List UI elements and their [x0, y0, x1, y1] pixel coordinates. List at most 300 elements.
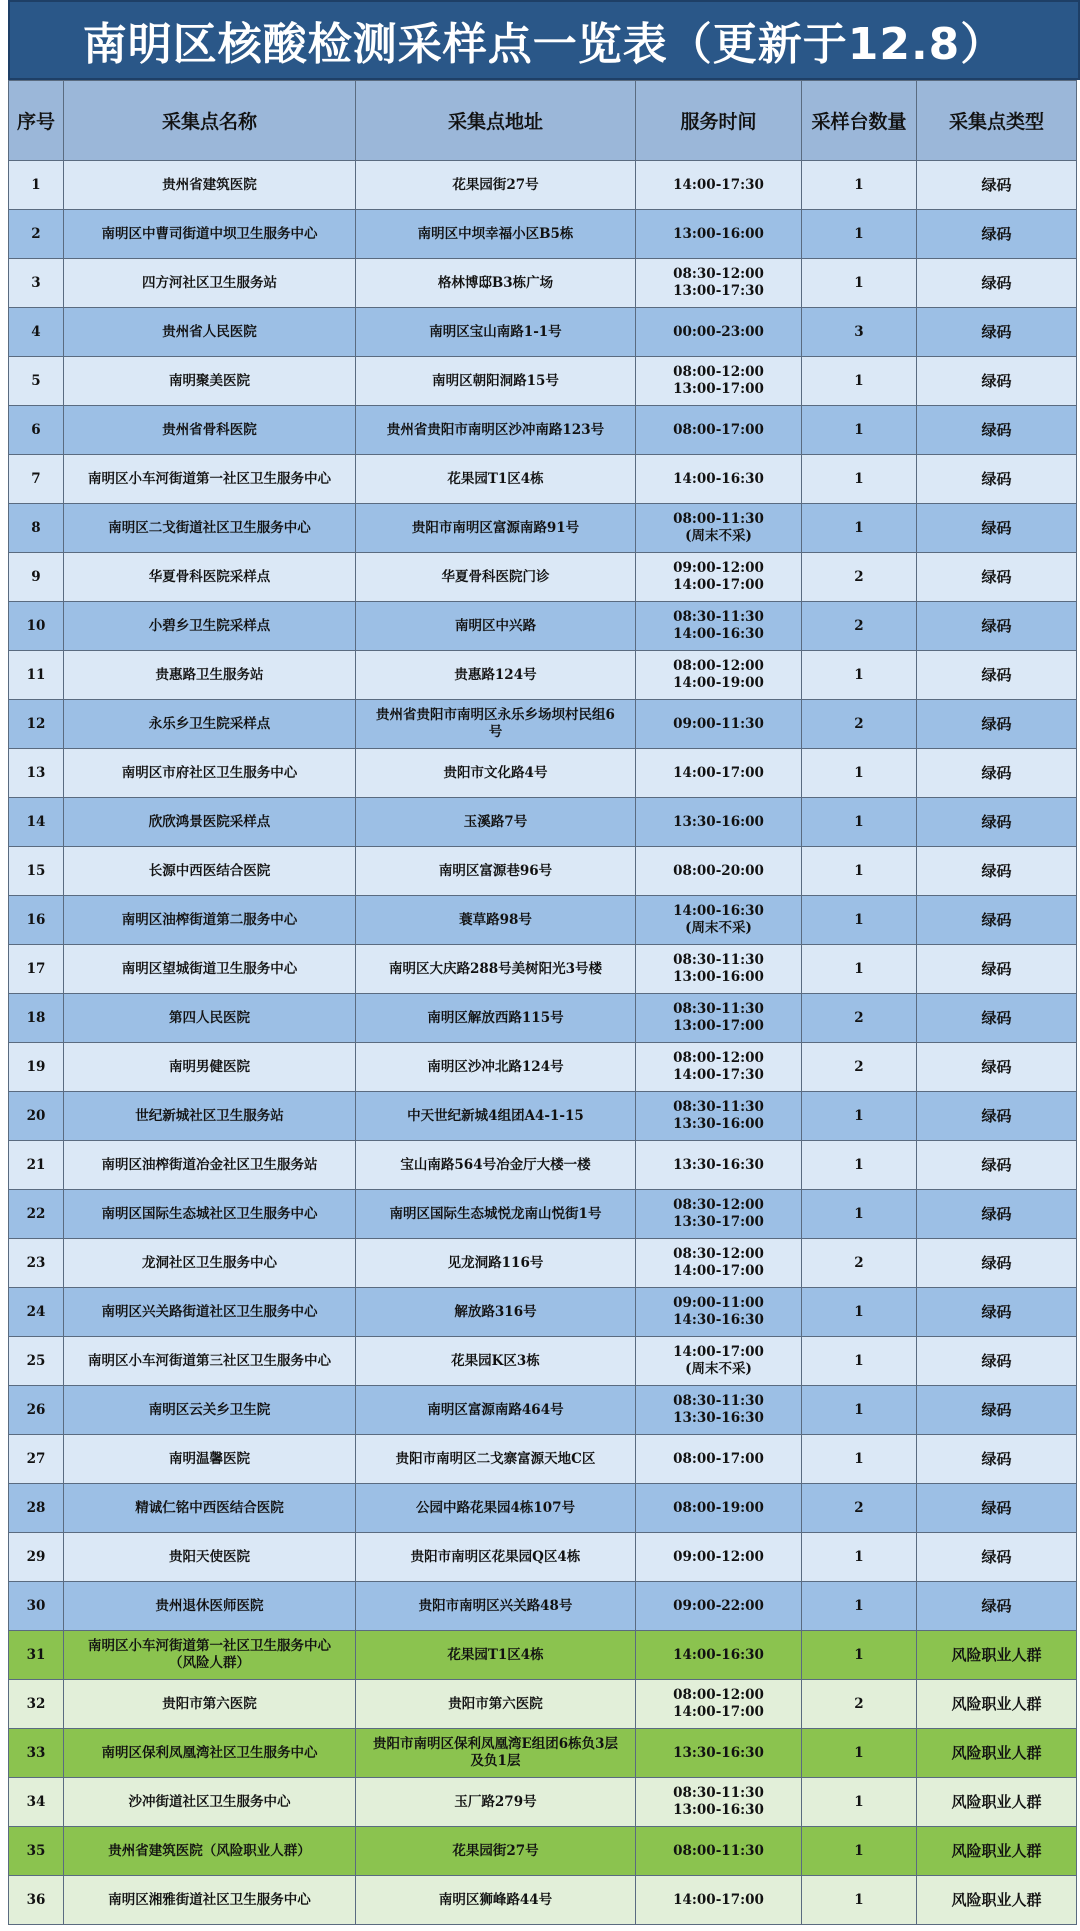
site-address-cell — [356, 847, 636, 896]
service-time-cell — [636, 406, 802, 455]
address-line: 南明区国际生态城悦龙南山悦街1号 — [389, 1205, 602, 1222]
site-name-cell — [64, 700, 356, 749]
table-row — [9, 308, 1077, 357]
service-time-cell — [636, 210, 802, 259]
service-time-cell — [636, 1680, 802, 1729]
row-number-cell: 22 — [9, 1190, 64, 1239]
row-number-cell: 36 — [9, 1876, 64, 1925]
station-count-cell: 1 — [802, 1092, 917, 1141]
row-number-cell: 7 — [9, 455, 64, 504]
station-count-cell: 1 — [802, 1190, 917, 1239]
site-type-cell: 绿码 — [917, 1484, 1077, 1533]
name-line: 南明区油榨街道第二服务中心 — [121, 911, 298, 928]
table-row — [9, 161, 1077, 210]
table-row — [9, 602, 1077, 651]
service-time-cell — [636, 504, 802, 553]
time-line: 14:00-17:30 — [673, 176, 764, 193]
site-type-cell: 风险职业人群 — [917, 1631, 1077, 1680]
service-time-cell — [636, 1533, 802, 1582]
site-type-cell: 绿码 — [917, 1141, 1077, 1190]
time-line: 08:00-17:00 — [673, 421, 764, 438]
site-address-cell — [356, 651, 636, 700]
name-line: 南明区保利凤凰湾社区卫生服务中心 — [101, 1744, 318, 1761]
site-type-cell: 绿码 — [917, 994, 1077, 1043]
row-number-cell: 30 — [9, 1582, 64, 1631]
site-name-cell — [64, 259, 356, 308]
address-line: 宝山南路564号冶金厅大楼一楼 — [400, 1156, 591, 1173]
table-row — [9, 700, 1077, 749]
site-address-cell — [356, 1141, 636, 1190]
table-row — [9, 798, 1077, 847]
station-count-cell: 1 — [802, 1288, 917, 1337]
site-name-cell — [64, 308, 356, 357]
site-address-cell — [356, 1876, 636, 1925]
table-row — [9, 357, 1077, 406]
site-name-cell — [64, 1533, 356, 1582]
address-line: 号 — [488, 724, 503, 740]
name-line: 贵州省建筑医院 — [162, 176, 257, 193]
time-line: 08:00-20:00 — [673, 862, 764, 879]
name-line: 长源中西医结合医院 — [148, 862, 271, 879]
time-line: 13:30-16:30 — [673, 1410, 764, 1426]
name-line: 南明区国际生态城社区卫生服务中心 — [101, 1205, 318, 1222]
time-line: 08:30-12:00 — [673, 266, 764, 282]
service-time-cell — [636, 994, 802, 1043]
table-row — [9, 896, 1077, 945]
name-line: 小碧乡卫生院采样点 — [148, 617, 271, 634]
site-type-cell: 绿码 — [917, 259, 1077, 308]
station-count-cell: 1 — [802, 1778, 917, 1827]
site-type-cell: 绿码 — [917, 406, 1077, 455]
site-name-cell — [64, 896, 356, 945]
table-row — [9, 1190, 1077, 1239]
address-line: 南明区富源巷96号 — [438, 862, 553, 879]
site-name-cell — [64, 210, 356, 259]
time-line: 14:00-17:00 — [673, 1344, 764, 1360]
row-number-cell: 6 — [9, 406, 64, 455]
row-number-cell: 16 — [9, 896, 64, 945]
address-line: 南明区宝山南路1-1号 — [429, 323, 562, 340]
time-line: 08:00-11:30 — [673, 1842, 764, 1859]
name-line: 欣欣鸿景医院采样点 — [148, 813, 271, 830]
site-name-cell — [64, 1092, 356, 1141]
row-number-cell: 33 — [9, 1729, 64, 1778]
site-name-cell — [64, 1582, 356, 1631]
site-type-cell: 绿码 — [917, 1092, 1077, 1141]
time-line: 00:00-23:00 — [673, 323, 764, 340]
station-count-cell: 1 — [802, 210, 917, 259]
time-line: 09:00-12:00 — [673, 1548, 764, 1565]
site-type-cell: 绿码 — [917, 1582, 1077, 1631]
service-time-cell — [636, 749, 802, 798]
site-name-cell — [64, 161, 356, 210]
site-type-cell: 风险职业人群 — [917, 1876, 1077, 1925]
name-line: 龙洞社区卫生服务中心 — [142, 1254, 277, 1271]
sampling-site-table — [8, 80, 1077, 1925]
page-title: 南明区核酸检测采样点一览表（更新于12.8） — [8, 0, 1080, 80]
time-line: 08:30-11:30 — [673, 1099, 764, 1115]
site-type-cell: 绿码 — [917, 602, 1077, 651]
site-address-cell — [356, 1484, 636, 1533]
name-line: 南明聚美医院 — [169, 372, 250, 389]
address-line: 贵阳市南明区花果园Q区4栋 — [410, 1548, 581, 1565]
station-count-cell: 2 — [802, 700, 917, 749]
time-line: 08:00-17:00 — [673, 1450, 764, 1467]
column-header-no: 序号 — [9, 81, 64, 161]
site-type-cell: 绿码 — [917, 700, 1077, 749]
name-line: 精诚仁铭中西医结合医院 — [135, 1499, 284, 1516]
station-count-cell: 1 — [802, 406, 917, 455]
site-address-cell — [356, 504, 636, 553]
address-line: 格林博邸B3栋广场 — [437, 274, 554, 291]
address-line: 花果园T1区4栋 — [447, 1646, 544, 1663]
site-type-cell: 绿码 — [917, 1337, 1077, 1386]
site-address-cell — [356, 798, 636, 847]
time-line: (周末不采) — [685, 528, 752, 544]
name-line: 南明区中曹司街道中坝卫生服务中心 — [101, 225, 318, 242]
time-line: 09:00-11:30 — [673, 715, 764, 732]
address-line: 解放路316号 — [454, 1303, 537, 1320]
site-type-cell: 绿码 — [917, 1386, 1077, 1435]
name-line: 贵州省建筑医院（风险职业人群） — [108, 1842, 311, 1859]
service-time-cell — [636, 455, 802, 504]
time-line: 13:30-16:30 — [673, 1744, 764, 1761]
service-time-cell — [636, 1043, 802, 1092]
site-address-cell — [356, 700, 636, 749]
site-name-cell — [64, 651, 356, 700]
service-time-cell — [636, 896, 802, 945]
row-number-cell: 4 — [9, 308, 64, 357]
time-line: 08:30-11:30 — [673, 1785, 764, 1801]
time-line: 08:00-12:00 — [673, 658, 764, 674]
row-number-cell: 24 — [9, 1288, 64, 1337]
address-line: 贵阳市第六医院 — [448, 1695, 543, 1712]
site-address-cell — [356, 749, 636, 798]
time-line: 13:00-16:30 — [673, 1802, 764, 1818]
address-line: 花果园街27号 — [452, 176, 539, 193]
site-address-cell — [356, 994, 636, 1043]
station-count-cell: 1 — [802, 259, 917, 308]
time-line: 14:00-17:00 — [673, 1891, 764, 1908]
site-name-cell — [64, 1680, 356, 1729]
column-header-type: 采集点类型 — [917, 81, 1077, 161]
address-line: 花果园K区3栋 — [451, 1352, 540, 1369]
address-line: 玉溪路7号 — [463, 813, 528, 830]
time-line: 14:00-17:00 — [673, 1704, 764, 1720]
table-row — [9, 1876, 1077, 1925]
name-line: 南明区油榨街道冶金社区卫生服务站 — [101, 1156, 318, 1173]
station-count-cell: 1 — [802, 651, 917, 700]
time-line: 14:00-16:30 — [673, 1646, 764, 1663]
table-row — [9, 1141, 1077, 1190]
site-name-cell — [64, 1729, 356, 1778]
name-line: 南明男健医院 — [169, 1058, 250, 1075]
table-row — [9, 1043, 1077, 1092]
station-count-cell: 1 — [802, 1827, 917, 1876]
address-line: 贵阳市南明区富源南路91号 — [411, 519, 580, 536]
site-type-cell: 绿码 — [917, 1239, 1077, 1288]
address-line: 公园中路花果园4栋107号 — [415, 1499, 576, 1516]
row-number-cell: 27 — [9, 1435, 64, 1484]
time-line: 13:00-17:30 — [673, 283, 764, 299]
station-count-cell: 1 — [802, 504, 917, 553]
table-row — [9, 1680, 1077, 1729]
table-row — [9, 749, 1077, 798]
site-type-cell: 绿码 — [917, 798, 1077, 847]
site-type-cell: 绿码 — [917, 357, 1077, 406]
service-time-cell — [636, 553, 802, 602]
time-line: 14:00-19:00 — [673, 675, 764, 691]
table-row — [9, 1435, 1077, 1484]
station-count-cell: 2 — [802, 1484, 917, 1533]
site-address-cell — [356, 1386, 636, 1435]
service-time-cell — [636, 1876, 802, 1925]
site-name-cell — [64, 1484, 356, 1533]
row-number-cell: 2 — [9, 210, 64, 259]
time-line: 13:30-16:00 — [673, 813, 764, 830]
site-name-cell — [64, 945, 356, 994]
address-line: 南明区中坝幸福小区B5栋 — [417, 225, 574, 242]
site-name-cell — [64, 1141, 356, 1190]
site-address-cell — [356, 602, 636, 651]
row-number-cell: 29 — [9, 1533, 64, 1582]
station-count-cell: 1 — [802, 896, 917, 945]
site-name-cell — [64, 1386, 356, 1435]
station-count-cell: 1 — [802, 1141, 917, 1190]
name-line: 南明区小车河街道第三社区卫生服务中心 — [88, 1352, 331, 1369]
site-address-cell — [356, 455, 636, 504]
time-line: 09:00-22:00 — [673, 1597, 764, 1614]
time-line: 14:00-16:30 — [673, 470, 764, 487]
time-line: 08:30-11:30 — [673, 952, 764, 968]
name-line: 贵阳市第六医院 — [162, 1695, 257, 1712]
row-number-cell: 35 — [9, 1827, 64, 1876]
site-address-cell — [356, 1190, 636, 1239]
service-time-cell — [636, 259, 802, 308]
row-number-cell: 34 — [9, 1778, 64, 1827]
address-line: 南明区富源南路464号 — [427, 1401, 564, 1418]
name-line: 南明温馨医院 — [169, 1450, 250, 1467]
table-body — [9, 161, 1077, 1925]
site-type-cell: 绿码 — [917, 1533, 1077, 1582]
site-type-cell: 绿码 — [917, 749, 1077, 798]
station-count-cell: 2 — [802, 994, 917, 1043]
table-row — [9, 1337, 1077, 1386]
name-line: 贵惠路卫生服务站 — [155, 666, 264, 683]
address-line: 南明区狮峰路44号 — [438, 1891, 553, 1908]
address-line: 贵阳市文化路4号 — [443, 764, 548, 781]
time-line: 08:00-12:00 — [673, 364, 764, 380]
time-line: 08:30-12:00 — [673, 1246, 764, 1262]
service-time-cell — [636, 1288, 802, 1337]
site-name-cell — [64, 749, 356, 798]
time-line: 14:00-17:30 — [673, 1067, 764, 1083]
site-name-cell — [64, 602, 356, 651]
time-line: 13:00-17:00 — [673, 1018, 764, 1034]
row-number-cell: 5 — [9, 357, 64, 406]
address-line: 贵州省贵阳市南明区沙冲南路123号 — [386, 421, 605, 438]
row-number-cell: 15 — [9, 847, 64, 896]
row-number-cell: 11 — [9, 651, 64, 700]
time-line: 08:00-12:00 — [673, 1687, 764, 1703]
site-name-cell — [64, 1827, 356, 1876]
site-type-cell: 风险职业人群 — [917, 1827, 1077, 1876]
row-number-cell: 26 — [9, 1386, 64, 1435]
column-header-name: 采集点名称 — [64, 81, 356, 161]
row-number-cell: 32 — [9, 1680, 64, 1729]
time-line: 08:00-19:00 — [673, 1499, 764, 1516]
station-count-cell: 3 — [802, 308, 917, 357]
name-line: 南明区湘雅街道社区卫生服务中心 — [108, 1891, 311, 1908]
station-count-cell: 2 — [802, 1680, 917, 1729]
service-time-cell — [636, 798, 802, 847]
site-name-cell — [64, 1239, 356, 1288]
address-line: 见龙洞路116号 — [447, 1254, 544, 1271]
site-name-cell — [64, 357, 356, 406]
site-name-cell — [64, 1190, 356, 1239]
table-header-row — [9, 81, 1077, 161]
service-time-cell — [636, 357, 802, 406]
time-line: 13:30-17:00 — [673, 1214, 764, 1230]
service-time-cell — [636, 1484, 802, 1533]
site-type-cell: 风险职业人群 — [917, 1729, 1077, 1778]
time-line: 08:00-12:00 — [673, 1050, 764, 1066]
site-type-cell: 绿码 — [917, 651, 1077, 700]
site-address-cell — [356, 553, 636, 602]
site-address-cell — [356, 1092, 636, 1141]
name-line: 华夏骨科医院采样点 — [148, 568, 271, 585]
table-row — [9, 259, 1077, 308]
service-time-cell — [636, 1729, 802, 1778]
table-row — [9, 1533, 1077, 1582]
site-address-cell — [356, 1778, 636, 1827]
service-time-cell — [636, 1435, 802, 1484]
table-row — [9, 1484, 1077, 1533]
row-number-cell: 20 — [9, 1092, 64, 1141]
row-number-cell: 9 — [9, 553, 64, 602]
site-name-cell — [64, 1778, 356, 1827]
service-time-cell — [636, 847, 802, 896]
time-line: 08:00-11:30 — [673, 511, 764, 527]
time-line: 13:00-16:00 — [673, 225, 764, 242]
site-name-cell — [64, 553, 356, 602]
row-number-cell: 25 — [9, 1337, 64, 1386]
site-name-cell — [64, 1876, 356, 1925]
table-row — [9, 1582, 1077, 1631]
site-type-cell: 绿码 — [917, 1435, 1077, 1484]
address-line: 蓑草路98号 — [459, 911, 532, 928]
site-type-cell: 绿码 — [917, 161, 1077, 210]
table-row — [9, 994, 1077, 1043]
table-row — [9, 651, 1077, 700]
site-type-cell: 绿码 — [917, 308, 1077, 357]
address-line: 玉厂路279号 — [454, 1793, 537, 1810]
service-time-cell — [636, 700, 802, 749]
site-name-cell — [64, 798, 356, 847]
service-time-cell — [636, 1778, 802, 1827]
service-time-cell — [636, 1337, 802, 1386]
table-row — [9, 1729, 1077, 1778]
name-line: 南明区市府社区卫生服务中心 — [121, 764, 298, 781]
row-number-cell: 8 — [9, 504, 64, 553]
service-time-cell — [636, 602, 802, 651]
site-type-cell: 绿码 — [917, 553, 1077, 602]
time-line: 13:30-16:00 — [673, 1116, 764, 1132]
name-line: 南明区兴关路街道社区卫生服务中心 — [101, 1303, 318, 1320]
time-line: 08:30-11:30 — [673, 609, 764, 625]
time-line: 14:00-17:00 — [673, 1263, 764, 1279]
row-number-cell: 31 — [9, 1631, 64, 1680]
station-count-cell: 2 — [802, 553, 917, 602]
site-name-cell — [64, 1631, 356, 1680]
address-line: 南明区沙冲北路124号 — [427, 1058, 564, 1075]
name-line: 永乐乡卫生院采样点 — [148, 715, 271, 732]
station-count-cell: 2 — [802, 1043, 917, 1092]
site-address-cell — [356, 259, 636, 308]
site-address-cell — [356, 406, 636, 455]
column-header-address: 采集点地址 — [356, 81, 636, 161]
site-address-cell — [356, 357, 636, 406]
name-line: 南明区小车河街道第一社区卫生服务中心 — [88, 1638, 331, 1654]
time-line: 13:00-17:00 — [673, 381, 764, 397]
station-count-cell: 1 — [802, 1533, 917, 1582]
station-count-cell: 1 — [802, 1631, 917, 1680]
name-line: 四方河社区卫生服务站 — [142, 274, 277, 291]
site-address-cell — [356, 1680, 636, 1729]
address-line: 花果园T1区4栋 — [447, 470, 544, 487]
time-line: 13:00-16:00 — [673, 969, 764, 985]
station-count-cell: 1 — [802, 945, 917, 994]
name-line: （风险人群） — [169, 1655, 250, 1671]
site-address-cell — [356, 1043, 636, 1092]
table-row — [9, 1631, 1077, 1680]
column-header-time: 服务时间 — [636, 81, 802, 161]
site-address-cell — [356, 1435, 636, 1484]
row-number-cell: 1 — [9, 161, 64, 210]
address-line: 及负1层 — [470, 1753, 521, 1769]
address-line: 贵阳市南明区保利凤凰湾E组团6栋负3层 — [372, 1736, 619, 1752]
station-count-cell: 1 — [802, 1729, 917, 1778]
address-line: 南明区中兴路 — [455, 617, 536, 634]
time-line: (周末不采) — [685, 1361, 752, 1377]
name-line: 贵州退休医师医院 — [155, 1597, 264, 1614]
station-count-cell: 2 — [802, 1239, 917, 1288]
time-line: 14:00-16:30 — [673, 626, 764, 642]
address-line: 南明区解放西路115号 — [427, 1009, 564, 1026]
site-type-cell: 绿码 — [917, 847, 1077, 896]
row-number-cell: 18 — [9, 994, 64, 1043]
site-name-cell — [64, 1435, 356, 1484]
name-line: 第四人民医院 — [169, 1009, 250, 1026]
row-number-cell: 21 — [9, 1141, 64, 1190]
site-address-cell — [356, 1631, 636, 1680]
name-line: 南明区云关乡卫生院 — [148, 1401, 271, 1418]
site-address-cell — [356, 1582, 636, 1631]
column-header-count: 采样台数量 — [802, 81, 917, 161]
table-row — [9, 504, 1077, 553]
site-address-cell — [356, 1729, 636, 1778]
address-line: 贵惠路124号 — [454, 666, 537, 683]
site-type-cell: 绿码 — [917, 1190, 1077, 1239]
service-time-cell — [636, 1827, 802, 1876]
table-row — [9, 1288, 1077, 1337]
table-row — [9, 1092, 1077, 1141]
service-time-cell — [636, 308, 802, 357]
station-count-cell: 2 — [802, 602, 917, 651]
row-number-cell: 13 — [9, 749, 64, 798]
service-time-cell — [636, 1141, 802, 1190]
time-line: 14:00-17:00 — [673, 764, 764, 781]
